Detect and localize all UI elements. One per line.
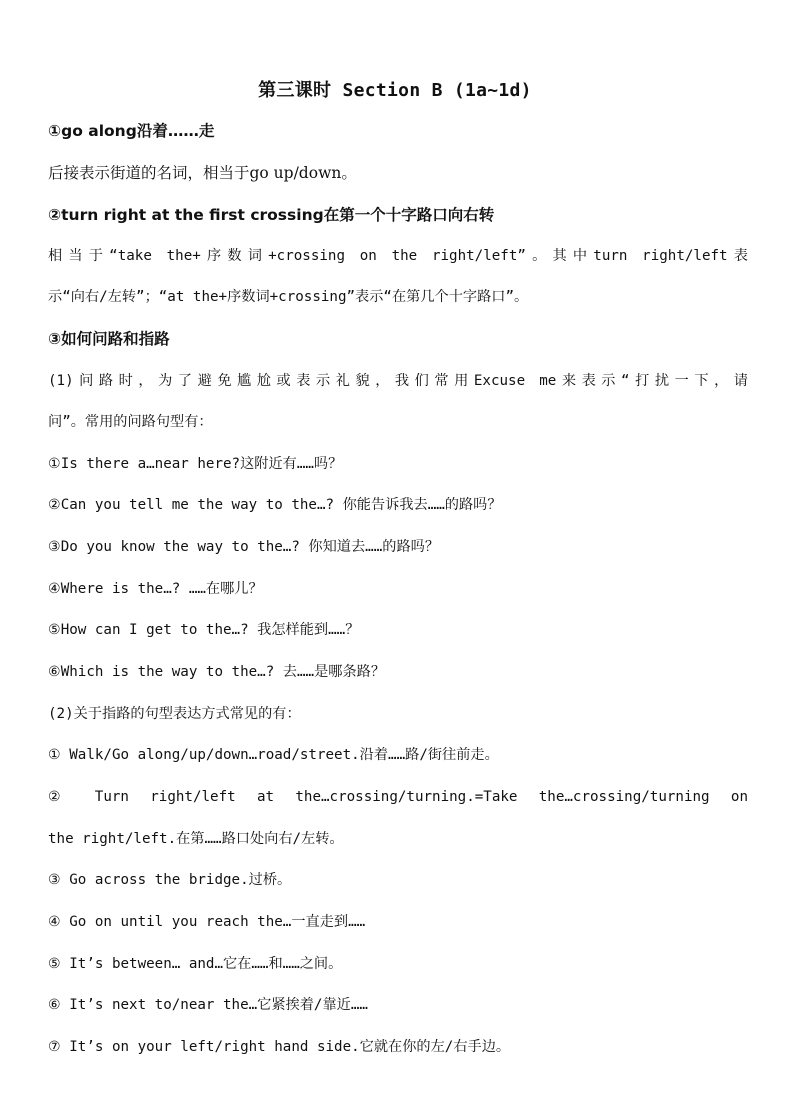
ask-sentence-2: ②Can you tell me the way to the…? 你能告诉我去……的路吗？ (48, 497, 502, 513)
direct-sentence-6: ⑥ It’s next to/near the…它紧挨着/靠近…… (48, 997, 368, 1013)
section-2-body-line-2: 示“向右/左转”；“at the+序数词+crossing”表示“在第几个十字路口”。 (48, 289, 529, 305)
ask-sentence-6: ⑥Which is the way to the…? 去……是哪条路？ (48, 664, 386, 680)
direct-sentence-4: ④ Go on until you reach the…一直走到…… (48, 914, 366, 930)
section-3-paragraph-1-line-1: (1)问路时，为了避免尴尬或表示礼貌，我们常用Excuse me来表示“打扰一下，请 (48, 373, 748, 389)
section-1-body: 后接表示街道的名词，相当于go up/down。 (48, 164, 357, 182)
direct-sentence-2-line-1: ② Turn right/left at the…crossing/turning.=Take the…crossing/turning on (48, 789, 748, 805)
section-3-paragraph-2: (2)关于指路的句型表达方式常见的有： (48, 706, 301, 722)
direct-sentence-3: ③ Go across the bridge.过桥。 (48, 872, 292, 888)
ask-sentence-3: ③Do you know the way to the…? 你知道去……的路吗？ (48, 539, 440, 555)
direct-sentence-7: ⑦ It’s on your left/right hand side.它就在你的左/右手边。 (48, 1039, 511, 1055)
section-2-heading: ②turn right at the first crossing在第一个十字路口向右转 (48, 206, 495, 224)
section-3-paragraph-1-line-2: 问”。常用的问路句型有： (48, 414, 213, 430)
direct-sentence-5: ⑤ It’s between… and…它在……和……之间。 (48, 956, 343, 972)
ask-sentence-5: ⑤How can I get to the…? 我怎样能到……？ (48, 622, 360, 638)
section-1-heading: ①go along沿着……走 (48, 122, 215, 140)
direct-sentence-2-line-2: the right/left.在第……路口处向右/左转。 (48, 831, 344, 847)
page-title (0, 76, 790, 102)
title-chinese: 第三课时 (258, 80, 332, 101)
title-english: Section B (1a~1d) (331, 80, 532, 101)
ask-sentence-1: ①Is there a…near here?这附近有……吗？ (48, 456, 343, 472)
section-2-body-line-1: 相当于“take the+序数词+crossing on the right/left”。其中turn right/left表 (48, 248, 748, 264)
ask-sentence-4: ④Where is the…? ……在哪儿？ (48, 581, 263, 597)
section-3-heading: ③如何问路和指路 (48, 330, 170, 348)
direct-sentence-1: ① Walk/Go along/up/down…road/street.沿着……路/街往前走。 (48, 747, 499, 763)
